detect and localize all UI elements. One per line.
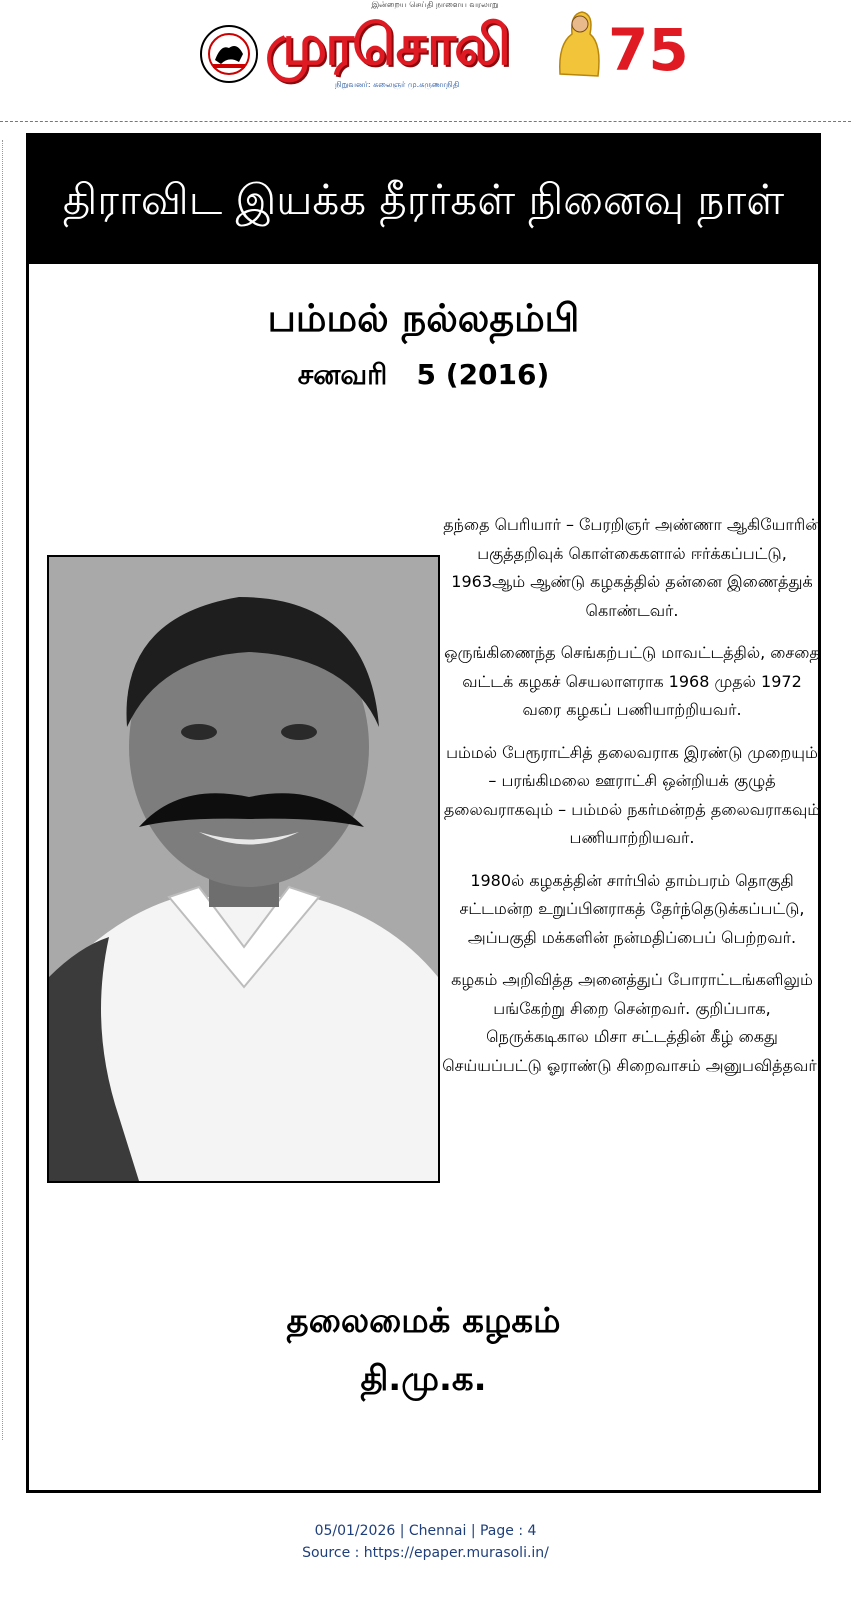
footer-edition-info: 05/01/2026 | Chennai | Page : 4 [314, 1523, 537, 1539]
masthead-tagline: இன்றைய செய்தி நாளைய வரலாறு [371, 0, 499, 9]
masthead [195, 0, 689, 95]
bio-paragraph: பம்மல் பேரூராட்சித் தலைவராக இரண்டு முறையும் – பரங்கிமலை ஊராட்சி ஒன்றியக் குழுத் தலைவராகவும் – பம்மல் நகர்மன்றத் தலைவராகவும் பணியாற்றியவர். [443, 742, 821, 847]
portrait-photo [47, 555, 440, 1183]
signature-party: தி.மு.க. [360, 1359, 487, 1399]
bio-paragraph: தந்தை பெரியார் – பேரறிஞர் அண்ணா ஆகியோரின் பகுத்தறிவுக் கொள்கைகளால் ஈர்க்கப்பட்டு, 1963ஆம் ஆண்டு கழகத்தில் தன்னை இணைத்துக் கொண்டவர். [443, 515, 821, 620]
bio-paragraph: 1980ல் கழகத்தின் சார்பில் தாம்பரம் தொகுதி சட்டமன்ற உறுப்பினராகத் தேர்ந்தெடுக்கப்பட்டு, அப்பகுதி மக்களின் நன்மதிப்பைப் பெற்றவர். [459, 870, 805, 947]
anniversary-badge-icon [550, 4, 689, 96]
masthead-logo: முரசொலி [265, 13, 509, 78]
memorial-notice [26, 133, 821, 1493]
masthead-founder: நிறுவனர்: கலைஞர் மு.கருணாநிதி [335, 80, 460, 89]
notice-header: திராவிட இயக்க தீரர்கள் நினைவு நாள் [29, 136, 818, 264]
party-emblem-icon [199, 24, 259, 84]
memorial-date: சனவரி 5 (2016) [297, 358, 550, 391]
top-divider [0, 121, 851, 122]
biography [441, 511, 823, 1094]
person-name: பம்மல் நல்லதம்பி [267, 296, 580, 340]
bio-paragraph: ஒருங்கிணைந்த செங்கற்பட்டு மாவட்டத்தில், சைதை வட்டக் கழகச் செயலாளராக 1968 முதல் 1972 வரை கழகப் பணியாற்றியவர். [444, 643, 820, 719]
bio-paragraph: கழகம் அறிவித்த அனைத்துப் போராட்டங்களிலும் பங்கேற்று சிறை சென்றவர். குறிப்பாக, நெருக்கடிகால மிசா சட்டத்தின் கீழ் கைது செய்யப்பட்டு ஓராண்டு சிறைவாசம் அனுபவித்தவர். [442, 970, 822, 1075]
signature-headquarters: தலைமைக் கழகம் [286, 1301, 561, 1341]
left-margin-dots [2, 140, 9, 1440]
portrait-illustration [49, 557, 438, 1181]
badge-number: 75 [608, 16, 689, 84]
footer-source-link[interactable]: Source : https://epaper.murasoli.in/ [302, 1545, 549, 1561]
